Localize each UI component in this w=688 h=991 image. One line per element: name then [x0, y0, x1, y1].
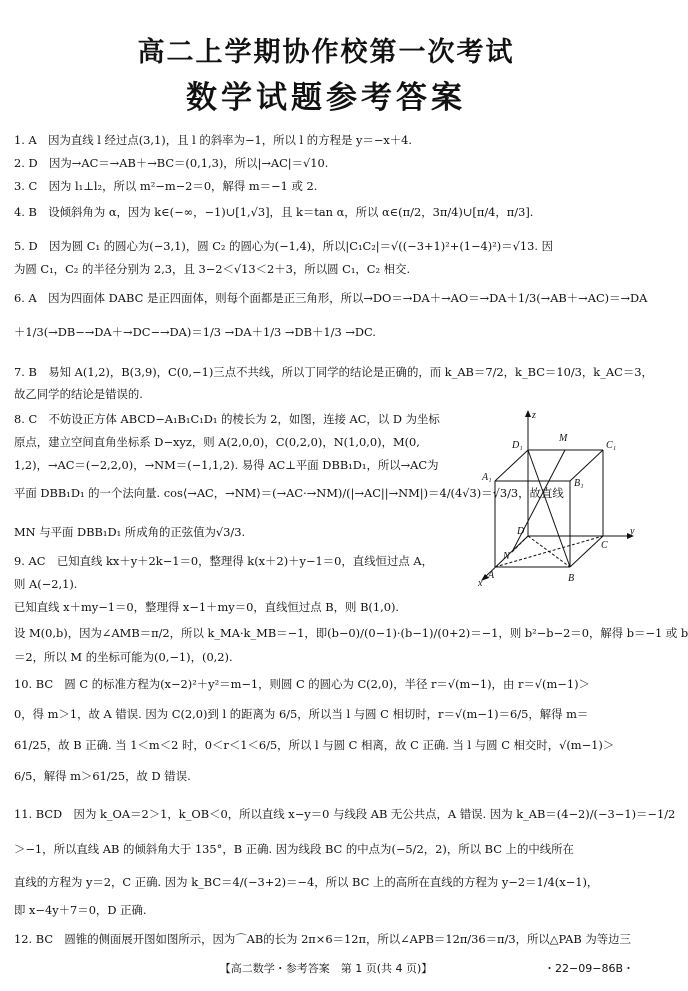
answer-line: ＞−1，所以直线 AB 的倾斜角大于 135°，B 正确. 因为线段 BC 的中点为(−5/2，2)，所以 BC 上的中线所在 — [14, 842, 574, 856]
answer-line: 1. A 因为直线 l 经过点(3,1)，且 l 的斜率为−1，所以 l 的方程是 y＝−x＋4. — [14, 133, 413, 147]
footer-code: ・22−09−86B・ — [544, 962, 634, 975]
answer-line: 10. BC 圆 C 的标准方程为(x−2)²＋y²＝m−1，则圆 C 的圆心为 C(2,0)，半径 r＝√(m−1)，由 r＝√(m−1)＞ — [14, 677, 590, 691]
label-z: z — [532, 410, 536, 421]
answer-line: 12. BC 圆锥的侧面展开图如图所示，因为⌒AB的长为 2π×6＝12π，所以∠APB＝12π/36＝π/3，所以△PAB 为等边三 — [14, 932, 631, 946]
answer-line: 则 A(−2,1). — [14, 577, 78, 591]
label-C1: C₁ — [606, 440, 617, 451]
footer-text: 【高二数学・参考答案 第 1 页(共 4 页)】 — [219, 962, 433, 975]
label-B: B — [568, 573, 575, 584]
cube-diagram — [470, 406, 645, 589]
answer-line: 0，得 m＞1，故 A 错误. 因为 C(2,0)到 l 的距离为 6/5，所以当 l 与圆 C 相切时，r＝√(m−1)＝6/5，解得 m＝ — [14, 707, 589, 721]
answer-line: 1,2)，→AC＝(−2,2,0)，→NM＝(−1,1,2). 易得 AC⊥平面 DBB₁D₁，所以→AC为 — [14, 458, 439, 472]
answer-line: 9. AC 已知直线 kx＋y＋2k−1＝0，整理得 k(x＋2)＋y−1＝0，直线恒过点 A， — [14, 554, 433, 568]
edge-B1C1 — [570, 450, 603, 481]
answer-line: 即 x−4y＋7＝0，D 正确. — [14, 903, 147, 917]
answer-line: 为圆 C₁，C₂ 的半径分别为 2,3，且 3−2＜√13＜2＋3，所以圆 C₁，C₂ 相交. — [14, 262, 411, 276]
label-D: D — [517, 526, 525, 537]
answer-line: 原点，建立空间直角坐标系 D−xyz，则 A(2,0,0)，C(0,2,0)，N(1,0,0)，M(0, — [14, 435, 420, 449]
answer-line: 6. A 因为四面体 DABC 是正四面体，则每个面都是正三角形，所以→DO＝→DA＋→AO＝→DA＋1/3(→AB＋→AC)＝→DA — [14, 291, 648, 305]
label-M: M — [559, 433, 568, 444]
answer-line: 2. D 因为→AC＝→AB＋→BC＝(0,1,3)，所以|→AC|＝√10. — [14, 156, 329, 170]
answer-line: 已知直线 x＋my−1＝0，整理得 x−1＋my＝0，直线恒过点 B，则 B(1,0). — [14, 600, 400, 614]
answer-line: 设 M(0,b)，因为∠AMB＝π/2，所以 k_MA·k_MB＝−1，即(b−0)/(0−1)·(b−1)/(0+2)＝−1，则 b²−b−2＝0，解得 b＝−1 或 b — [14, 626, 688, 640]
answer-line: ＋1/3(→DB−→DA＋→DC−→DA)＝1/3 →DA＋1/3 →DB＋1/3 →DC. — [14, 325, 376, 339]
answer-line: 直线的方程为 y＝2，C 正确. 因为 k_BC＝4/(−3+2)＝−4，所以 BC 上的高所在直线的方程为 y−2＝1/4(x−1)， — [14, 875, 599, 889]
edge-A1D1 — [495, 450, 528, 481]
answer-line: MN 与平面 DBB₁D₁ 所成角的正弦值为√3/3. — [14, 525, 246, 539]
answer-line: 7. B 易知 A(1,2)，B(3,9)，C(0,−1)三点不共线，所以丁同学的结论是正确的，而 k_AB＝7/2，k_BC＝10/3，k_AC＝3， — [14, 365, 653, 379]
label-B1: B₁ — [574, 478, 584, 489]
page-footer — [0, 960, 652, 980]
label-A: A — [488, 570, 495, 581]
label-D1: D₁ — [512, 440, 523, 451]
answer-line: 故乙同学的结论是错误的. — [14, 387, 143, 401]
answer-line: 6/5，解得 m＞61/25，故 D 错误. — [14, 769, 191, 783]
answer-line: 平面 DBB₁D₁ 的一个法向量. cos⟨→AC，→NM⟩＝(→AC·→NM)/(|→AC||→NM|)＝4/(4√3)＝√3/3，故直线 — [14, 486, 564, 500]
label-N: N — [503, 551, 510, 562]
answer-line: 4. B 设倾斜角为 α，因为 k∈(−∞，−1)∪[1,√3]，且 k＝tan α，所以 α∈(π/2，3π/4)∪[π/4，π/3]. — [14, 205, 534, 219]
label-y: y — [630, 526, 635, 537]
z-arrow — [525, 410, 531, 417]
answer-line: 11. BCD 因为 k_OA＝2＞1，k_OB＜0，所以直线 x−y＝0 与线段 AB 无公共点，A 错误. 因为 k_AB＝(4−2)/(−3−1)＝−1/2 — [14, 807, 676, 821]
page-subtitle: 数学试题参考答案 — [186, 80, 466, 116]
answer-line: 8. C 不妨设正方体 ABCD−A₁B₁C₁D₁ 的棱长为 2，如图，连接 AC，以 D 为坐标 — [14, 412, 440, 426]
answer-line: 5. D 因为圆 C₁ 的圆心为(−3,1)，圆 C₂ 的圆心为(−1,4)，所以|C₁C₂|＝√((−3+1)²+(1−4)²)＝√13. 因 — [14, 239, 554, 253]
answer-line: ＝2，所以 M 的坐标可能为(0,−1)，(0,2). — [14, 650, 233, 664]
page-title: 高二上学期协作校第一次考试 — [137, 37, 515, 68]
label-x: x — [478, 578, 483, 589]
answer-line: 61/25，故 B 正确. 当 1＜m＜2 时，0＜r＜1＜6/5，所以 l 与圆 C 相离，故 C 正确. 当 l 与圆 C 相交时，√(m−1)＞ — [14, 738, 615, 752]
label-C: C — [601, 540, 608, 551]
answer-line: 3. C 因为 l₁⊥l₂，所以 m²−m−2＝0，解得 m＝−1 或 2. — [14, 179, 318, 193]
label-A1: A₁ — [482, 472, 492, 483]
